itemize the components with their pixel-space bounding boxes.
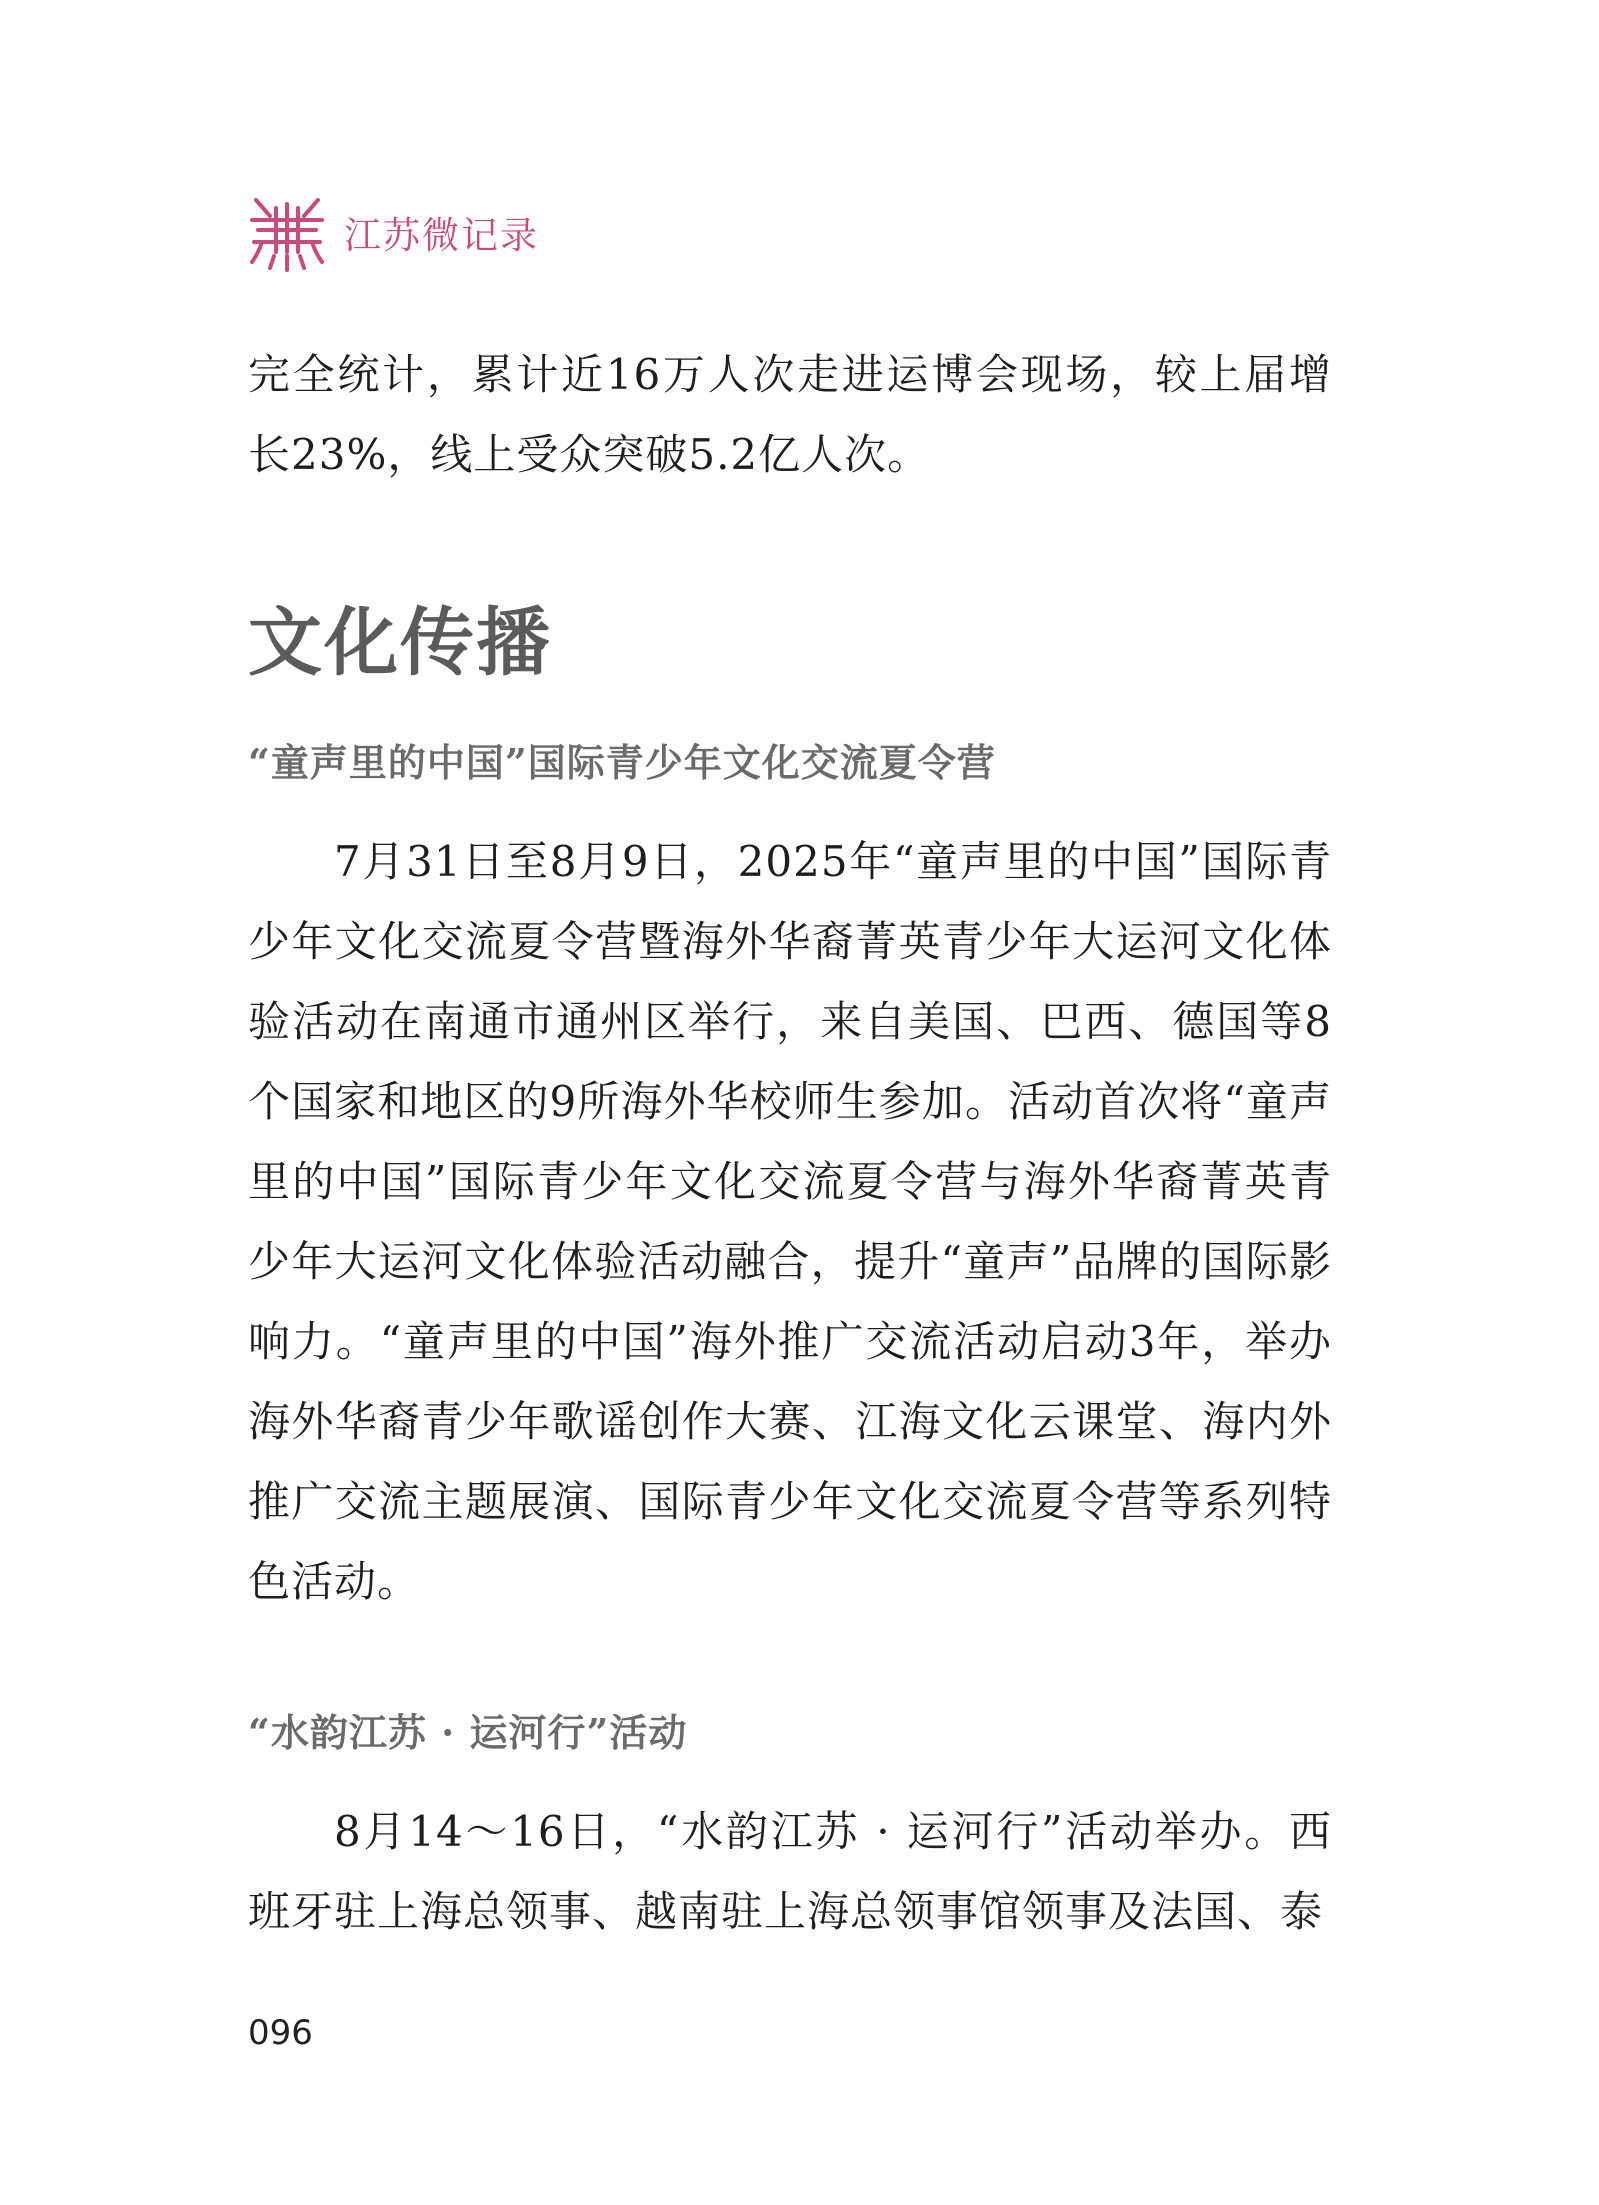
section-heading: 文化传播 (248, 600, 552, 686)
intro-paragraph: 完全统计，累计近16万人次走进运博会现场，较上届增长23%，线上受众突破5.2亿人次。 (248, 350, 1332, 479)
page-number: 096 (248, 2013, 313, 2053)
book-series-logo-icon (248, 190, 326, 274)
page-header (248, 190, 539, 274)
series-title: 江苏微记录 (344, 214, 539, 257)
article-body: 7月31日至8月9日，2025年“童声里的中国”国际青少年文化交流夏令营暨海外华裔菁英青少年大运河文化体验活动在南通市通州区举行，来自美国、巴西、德国等8个国家和地区的9所海外华校师生参加。活动首次将“童声里的中国”国际青少年文化交流夏令营与海外华裔菁英青少年大运河文化体验活动融合，提升“童声”品牌的国际影响力。“童声里的中国”海外推广交流活动启动3年，举办海外华裔青少年歌谣创作大赛、江海文化云课堂、海内外推广交流主题展演、国际青少年文化交流夏令营等系列特色活动。 (248, 837, 1332, 1606)
article-title: “水韵江苏 · 运河行”活动 (248, 1710, 688, 1755)
article-title: “童声里的中国”国际青少年文化交流夏令营 (248, 740, 996, 785)
article-body: 8月14～16日，“水韵江苏 · 运河行”活动举办。西班牙驻上海总领事、越南驻上海总领事馆领事及法国、泰 (248, 1807, 1332, 1936)
